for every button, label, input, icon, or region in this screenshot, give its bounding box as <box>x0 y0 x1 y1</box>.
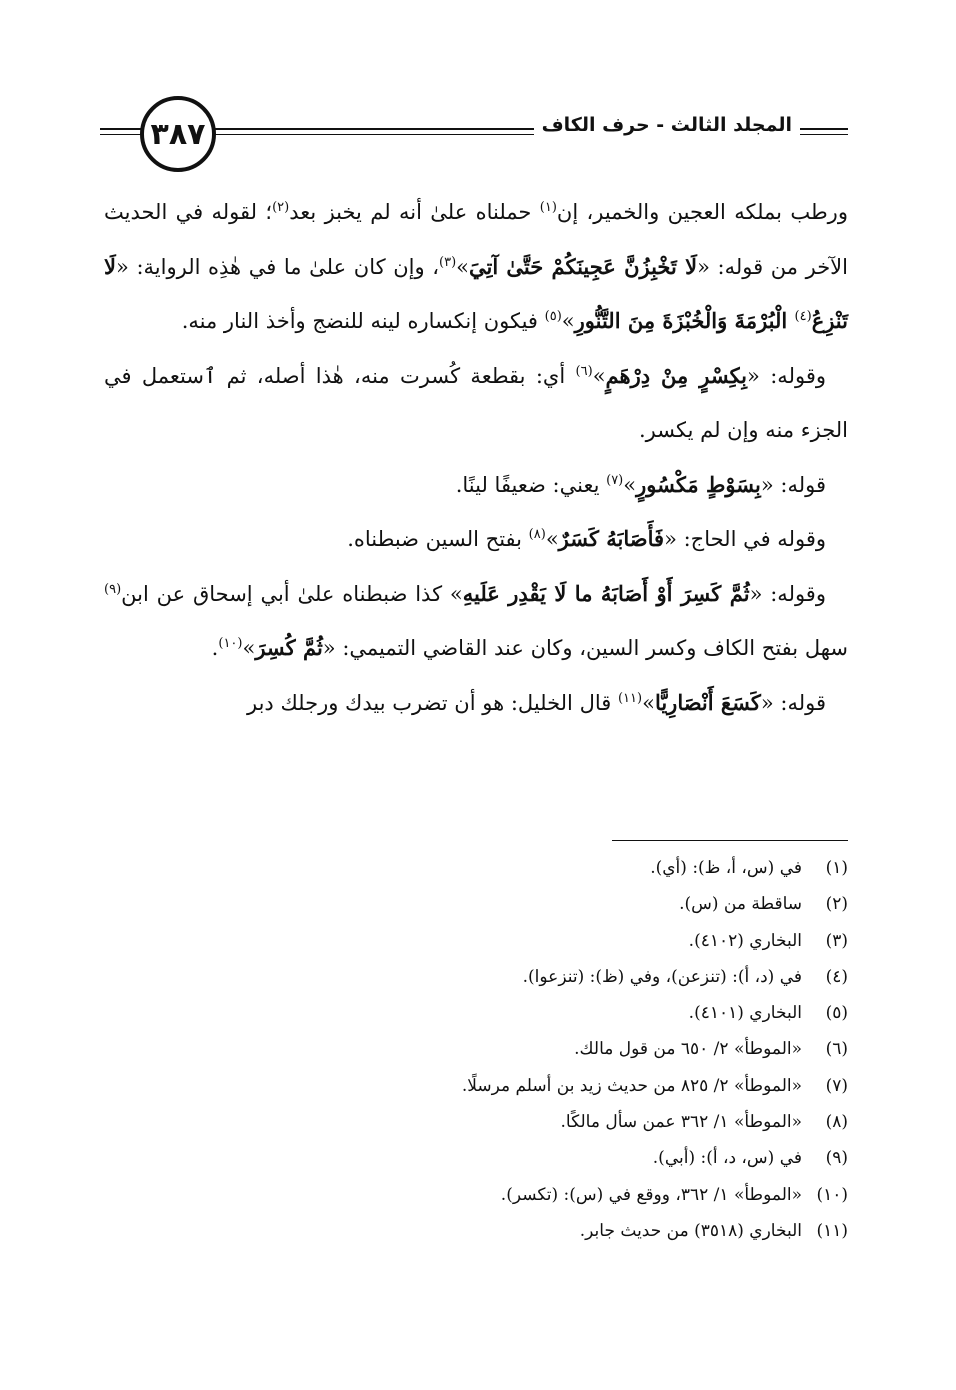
text-run: ؛ لقوله في الحديث الآخر من قوله: « <box>104 200 848 279</box>
main-text <box>104 185 848 730</box>
text-run: ، وإن كان علىٰ ما في هٰذِه الرواية: « <box>115 254 439 279</box>
running-title: المجلد الثالث - حرف الكاف <box>534 114 800 136</box>
footnote-text: في (س، د، أ): (أبي). <box>652 1148 802 1169</box>
footnote-marker: (٦) <box>575 363 593 379</box>
text-run: وقوله: « <box>747 363 826 388</box>
footnote-number: (٩) <box>825 1148 848 1169</box>
footnote-marker: (٩) <box>104 581 122 597</box>
footnote-text: «الموطأ» ١/ ٣٦٢ عمن سأل مالكًا. <box>560 1112 802 1133</box>
text-run: وقوله في الحاج: « <box>664 527 826 551</box>
footnote <box>200 1140 848 1176</box>
footnote-marker: (٨) <box>528 527 546 542</box>
footnote <box>200 959 848 995</box>
text-run: » <box>592 363 606 388</box>
footnote-number: (١) <box>825 858 848 878</box>
footnote <box>200 1177 848 1213</box>
footnote <box>200 923 848 959</box>
footnote <box>200 1031 848 1067</box>
hadith-quote: لَا تَخْبِزُنَّ عَجِينَكُمْ حَتَّىٰ آتِيَ <box>469 253 698 279</box>
footnote-text: البخاري (٤١٠٢). <box>688 930 802 951</box>
hadith-quote: الْبُرْمَةَ وَالْخُبْزَةَ مِنَ التَّنُّورِ <box>574 308 795 333</box>
footnote-text: «الموطأ» ٢/ ٨٢٥ من حديث زيد بن أسلم مرسلًا. <box>461 1075 802 1096</box>
hadith-quote: فَأَصَابَهُ كَسَرٌ <box>558 526 665 551</box>
page-number-badge <box>140 96 216 172</box>
text-run: » <box>545 527 559 551</box>
page-header <box>100 92 848 172</box>
paragraph <box>104 512 848 567</box>
paragraph <box>104 185 848 349</box>
text-run: » <box>642 690 655 715</box>
text-run: قال الخليل: هو أن تضرب بيدك ورجلك دبر <box>246 690 618 715</box>
footnote <box>200 1104 848 1140</box>
hadith-quote: ثُمَّ كَسِرَ أَوْ أَصَابَهُ ما لَا يَقْدِر عَلَيهِ <box>462 580 750 606</box>
footnote <box>200 886 848 922</box>
text-run: سهل بفتح الكاف وكسر السين، وكان عند القاضي التميمي: « <box>322 636 848 660</box>
footnote-number: (٧) <box>825 1075 848 1096</box>
paragraph <box>104 567 848 676</box>
footnote-text: «الموطأ» ١/ ٣٦٢، ووقع في (س): (تكسر). <box>500 1184 802 1205</box>
footnote-number: (٥) <box>825 1003 848 1024</box>
hadith-quote: بِكِسْرٍ مِنْ دِرْهَمٍ <box>605 362 748 388</box>
footnotes-list <box>200 850 848 1249</box>
text-run: » <box>456 254 469 279</box>
footnote-marker: (٥) <box>544 309 562 324</box>
text-run: » <box>623 472 637 497</box>
footnote-number: (١٠) <box>816 1184 848 1205</box>
paragraph <box>104 458 848 513</box>
footnote-number: (٢) <box>825 894 848 915</box>
footnote <box>200 995 848 1031</box>
text-run: بفتح السين ضبطناه. <box>347 527 529 551</box>
footnote-marker: (٧) <box>606 472 624 488</box>
hadith-quote: بِسَوْطٍ مَكْسُورٍ <box>636 471 761 497</box>
text-run: وقوله: « <box>749 581 826 606</box>
footnote-text: في (د، أ): (تنزعن)، وفي (ظ): (تنزعوا). <box>522 966 802 987</box>
footnote-marker: (١) <box>539 200 557 215</box>
footnote-text: ساقطة من (س). <box>679 894 802 915</box>
footnote-marker: (٤) <box>794 309 812 324</box>
footnote-marker: (٣) <box>439 254 457 270</box>
footnote <box>200 1213 848 1249</box>
text-run: . <box>211 636 219 660</box>
footnote-text: البخاري (٣٥١٨) من حديث جابر. <box>579 1220 802 1241</box>
footnote-text: البخاري (٤١٠١). <box>688 1003 802 1024</box>
text-run: ورطب بملكه العجين والخمير، إن <box>556 200 848 224</box>
footnote-number: (٣) <box>825 930 848 951</box>
footnote-text: في (س، أ، ظ): (أي). <box>650 858 802 878</box>
footnote-separator <box>612 840 848 841</box>
text-run: قوله: « <box>760 472 826 497</box>
footnote <box>200 850 848 886</box>
hadith-quote: كَسَعَ أَنْصَارِيًّا <box>654 689 761 715</box>
footnote-marker: (٢) <box>272 200 290 215</box>
text-run: أي: بقطعة كُسرت منه، هٰذا أصله، ثم ٱستعمل في الجزء منه وإن لم يكسر. <box>104 363 848 442</box>
page-number: ٣٨٧ <box>150 116 206 152</box>
footnote-marker: (١١) <box>617 690 643 706</box>
paragraph <box>104 676 848 731</box>
text-run: يعني: ضعيفًا لينًا. <box>455 472 607 497</box>
text-run: فيكون إنكساره لينه للنضج وأخذ النار منه. <box>181 309 545 333</box>
text-run: » كذا ضبطناه علىٰ أبي إسحاق عن ابن <box>121 581 463 606</box>
paragraph <box>104 349 848 458</box>
footnote-number: (٨) <box>825 1112 848 1133</box>
text-run: حملناه علىٰ أنه لم يخبز بعد <box>289 200 540 224</box>
hadith-quote: لَا تَنْزِعُ <box>104 253 848 333</box>
footnote-number: (٤) <box>825 966 848 987</box>
hadith-quote: ثُمَّ كُسِرَ <box>255 635 323 660</box>
text-run: قوله: « <box>760 690 826 715</box>
text-run: » <box>242 636 256 660</box>
footnote-number: (٦) <box>825 1039 848 1060</box>
footnote-text: «الموطأ» ٢/ ٦٥٠ من قول مالك. <box>574 1039 802 1060</box>
text-run: » <box>561 309 575 333</box>
footnote <box>200 1068 848 1104</box>
footnote-number: (١١) <box>816 1220 848 1241</box>
footnote-marker: (١٠) <box>218 636 243 651</box>
